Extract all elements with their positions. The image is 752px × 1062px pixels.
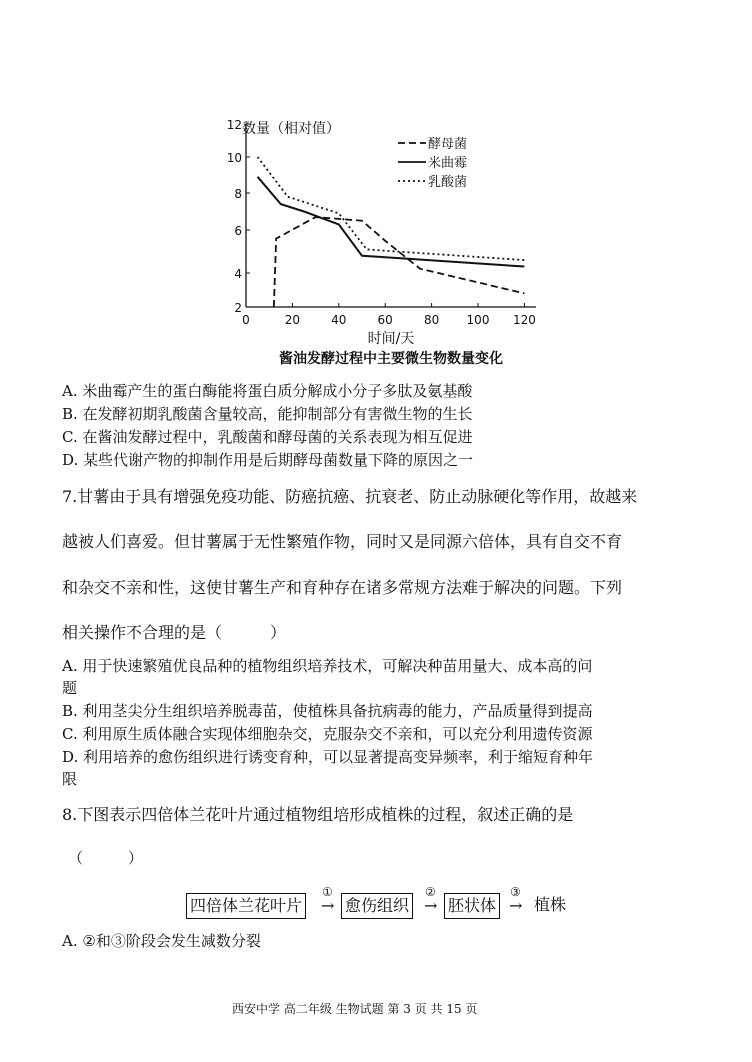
q7-option-b: B. 利用茎尖分生组织培养脱毒苗，使植株具备抗病毒的能力，产品质量得到提高 [62,702,593,720]
legend-label-1: 酵母菌 [428,137,468,152]
x-tick-label: 0 [242,313,250,327]
x-tick-label: 120 [512,313,536,327]
y-axis-label: 数量（相对值） [242,121,340,137]
q7-option-c: C. 利用原生质体融合实现体细胞杂交，克服杂交不亲和，可以充分利用遗传资源 [62,725,593,743]
flow-step-2: ② [425,885,436,899]
chart-svg [200,108,550,373]
series-line-1 [274,217,525,307]
q7-option-a: A. 用于快速繁殖优良品种的植物组织培养技术，可解决种苗用量大、成本高的问 [62,657,593,675]
q7-stem-line-4: 相关操作不合理的是（ ） [62,623,287,642]
flow-box-embryoid-label: 胚状体 [448,896,497,915]
q6-option-d: D. 某些代谢产物的抑制作用是后期酵母菌数量下降的原因之一 [62,451,474,469]
legend-label-3: 乳酸菌 [428,175,468,190]
microbe-line-chart [200,108,550,373]
page-footer: 西安中学 高二年级 生物试题 第 3 页 共 15 页 [232,1002,478,1016]
flow-arrow-1: → [321,896,335,915]
flow-arrow-2: → [424,896,438,915]
q6-option-c: C. 在酱油发酵过程中，乳酸菌和酵母菌的关系表现为相互促进 [62,428,473,446]
y-tick-label: 12 [226,118,242,132]
flow-end-plant: 植株 [534,895,567,914]
chart-caption: 酱油发酵过程中主要微生物数量变化 [279,351,503,367]
flow-box-leaf-label: 四倍体兰花叶片 [190,896,303,915]
flow-step-1: ① [322,885,333,899]
q7-stem-line-1: 7.甘薯由于具有增强免疫功能、防癌抗癌、抗衰老、防止动脉硬化等作用，故越来 [62,487,638,506]
y-tick-label: 10 [226,151,242,165]
flow-arrow-3: → [509,896,523,915]
flow-step-3: ③ [510,885,521,899]
q6-option-b: B. 在发酵初期乳酸菌含量较高，能抑制部分有害微生物的生长 [62,405,473,423]
q7-stem-line-2: 越被人们喜爱。但甘薯属于无性繁殖作物，同时又是同源六倍体，具有自交不育 [62,532,623,551]
y-tick-label: 8 [234,187,242,201]
flow-box-leaf [186,893,306,919]
flow-box-embryoid [444,893,500,919]
flow-box-callus [341,893,413,919]
x-tick-label: 80 [423,313,440,327]
y-tick-label: 4 [234,267,242,281]
q8-stem-line-2: （ ） [68,849,144,867]
y-tick-label: 6 [234,224,242,238]
q7-stem-line-3: 和杂交不亲和性，这使甘薯生产和育种存在诸多常规方法难于解决的问题。下列 [62,578,623,597]
x-tick-label: 100 [466,313,490,327]
q7-option-a-cont: 题 [62,679,78,697]
q7-option-d: D. 利用培养的愈伤组织进行诱变育种，可以显著提高变异频率，利于缩短育种年 [62,748,594,766]
q8-stem-line-1: 8.下图表示四倍体兰花叶片通过植物组培形成植株的过程，叙述正确的是 [62,805,574,824]
x-tick-label: 60 [377,313,393,327]
q7-option-d-cont: 限 [62,770,78,788]
flow-box-callus-label: 愈伤组织 [345,896,410,915]
q8-option-a: A. ②和③阶段会发生减数分裂 [62,932,261,950]
series-line-2 [258,177,525,267]
x-tick-label: 20 [284,313,301,327]
legend-label-2: 米曲霉 [428,156,468,171]
x-axis-label: 时间/天 [367,331,415,347]
y-tick-label: 2 [234,301,242,315]
x-tick-label: 40 [331,313,347,327]
q6-option-a: A. 米曲霉产生的蛋白酶能将蛋白质分解成小分子多肽及氨基酸 [62,382,473,400]
